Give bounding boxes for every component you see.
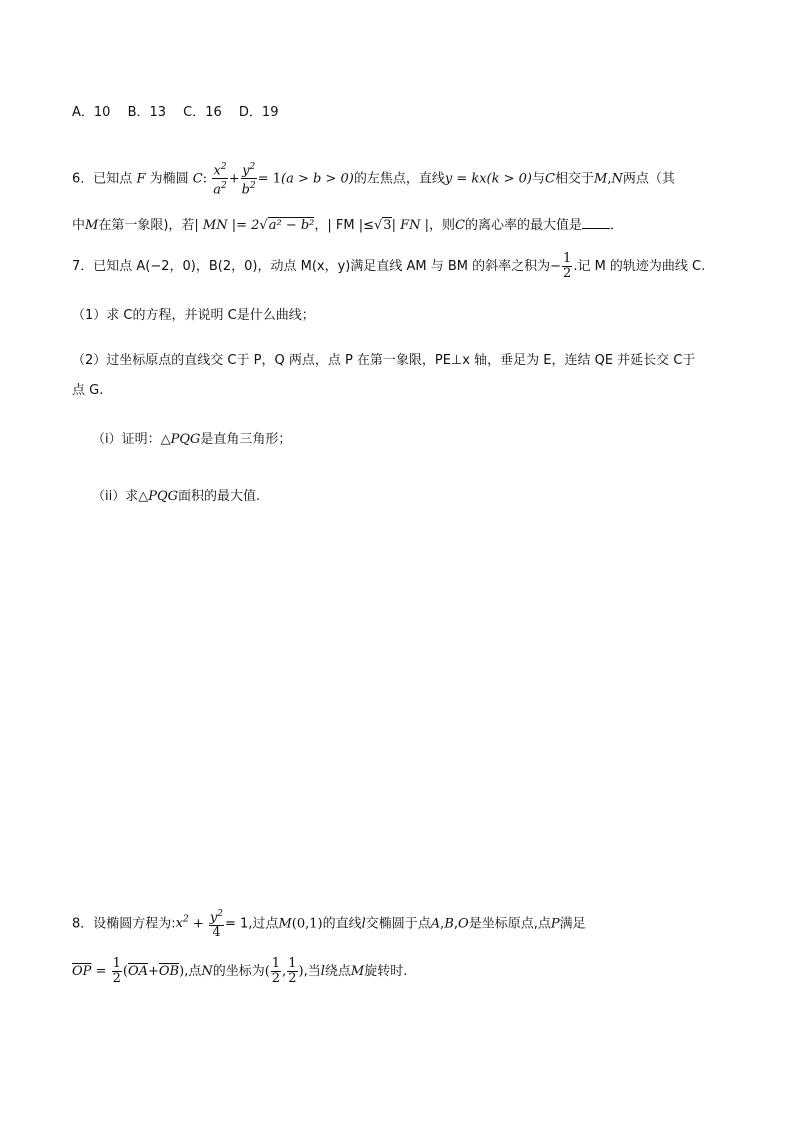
- q7-sub-i-text: （i）证明：: [92, 432, 161, 447]
- q7-part1: （1）求 C的方程，并说明 C是什么曲线；: [72, 308, 315, 323]
- q6-text: 相交于: [554, 171, 594, 187]
- fraction-1-2: $\frac{1}{2}$: [563, 251, 572, 281]
- q6-text: 在第一象限)，若: [98, 218, 195, 233]
- q7-sub-i: [92, 430, 291, 450]
- q7-sub-ii: [92, 487, 260, 507]
- q8-text: 绕点: [324, 964, 351, 979]
- q7-text: .记 M 的轨迹为曲线 C.: [573, 259, 706, 274]
- triangle-pqg: △PQG: [138, 489, 179, 504]
- options-line: A．10 B．13 C．16 D．19: [72, 105, 279, 120]
- var-F: F: [136, 171, 146, 187]
- q7-sub-i-end: 是直角三角形；: [200, 432, 292, 447]
- q7-line1: [72, 252, 705, 282]
- fraction-1-2: $\frac{1}{2}$: [288, 956, 297, 986]
- q6-sqrt3: 3: [383, 218, 392, 233]
- triangle-pqg: △PQG: [160, 432, 201, 447]
- q6-text: 的离心率的最大值是: [464, 218, 582, 233]
- q6-inequality: (a > b > 0): [281, 171, 354, 187]
- q6-radicand: a² − b²: [268, 218, 315, 233]
- q6-text: 与: [532, 171, 546, 187]
- q6-mn: | MN |= 2: [194, 218, 260, 233]
- var-C: C: [192, 171, 203, 187]
- q7-sub-ii-text: （ii）求: [92, 489, 139, 504]
- q7-part2-line2: 点 G.: [72, 383, 104, 398]
- q8-text: 交椭圆于点: [365, 916, 431, 932]
- q8-text: 的直线: [322, 916, 362, 932]
- q6-text: ，则: [429, 218, 456, 233]
- q6-text: 两点（其: [622, 171, 675, 187]
- q6-number: 6．: [72, 171, 94, 187]
- colon: :: [202, 171, 208, 187]
- q8-text: ,点: [184, 964, 202, 979]
- fraction-x2-a2: $\frac{x^2}{a^2}$: [213, 162, 227, 198]
- q8-text: 满足: [559, 916, 586, 932]
- q7-text: 7．已知点 A(−2，0)，B(2，0)，动点 M(x，y)满足直线 AM 与 BM 的斜率之积为−: [72, 259, 562, 274]
- q8-text: ,: [453, 916, 459, 932]
- q6-text: 的左焦点，直线: [353, 171, 445, 187]
- q8-text: = 1,过点: [225, 916, 279, 932]
- q8-text: 旋转时.: [364, 964, 408, 979]
- q6-text: ，| FM |≤: [314, 218, 374, 233]
- q6-end: ．: [609, 218, 623, 233]
- q8-text: ,当: [303, 964, 321, 979]
- fraction-1-2: $\frac{1}{2}$: [112, 956, 121, 986]
- q6-line2: 中M在第一象限)，若| MN |= 2√a² − b²，| FM |≤√3| FN |，则C的离心率的最大值是 ．: [72, 214, 623, 236]
- q6-text: 已知点: [93, 171, 133, 187]
- answer-blank: [582, 214, 610, 229]
- q7-sub-ii-end: 面积的最大值.: [178, 489, 261, 504]
- fraction-y2-4: $\frac{y^2}{4}$: [209, 909, 223, 941]
- q7-part2-line1: （2）过坐标原点的直线交 C于 P，Q 两点，点 P 在第一象限，PE⊥x 轴，垂足为 E，连结 QE 并延长交 C于: [72, 353, 696, 368]
- q6-text: 中: [72, 218, 86, 233]
- fraction-y2-b2: $\frac{y^2}{b^2}$: [241, 162, 256, 198]
- q6-fn: | FN |: [391, 218, 429, 233]
- q8-line2: $\overline{OP}$ = $\frac{1}{2}$ $(\overline{OA}+\overline{OB})$,点N的坐标为( $\frac{1}{2}$ , $\frac{1}{2}$ ),当l绕点M旋转时.: [72, 956, 408, 986]
- q8-text: 是坐标原点,点: [468, 916, 551, 932]
- q8-text: 8．设椭圆方程为:: [72, 916, 176, 932]
- q6-line1: 6．已知点 F 为椭圆 C: $\frac{x^2}{a^2}$ + $\frac{y^2}{b^2}$ = 1(a > b > 0)的左焦点，直线y = kx(k > 0)与C相交于M,N两点（其: [72, 162, 675, 198]
- fraction-1-2: $\frac{1}{2}$: [271, 956, 281, 986]
- q8-line1: 8．设椭圆方程为$:x^2$ + $\frac{y^2}{4}$ = 1,过点M(0,1)的直线l交椭圆于点A,B,O是坐标原点,点P满足: [72, 909, 586, 941]
- q6-text: 为椭圆: [149, 171, 189, 187]
- q8-text: 的坐标为: [212, 964, 265, 979]
- q6-line-equation: y = kx(k > 0): [444, 171, 533, 187]
